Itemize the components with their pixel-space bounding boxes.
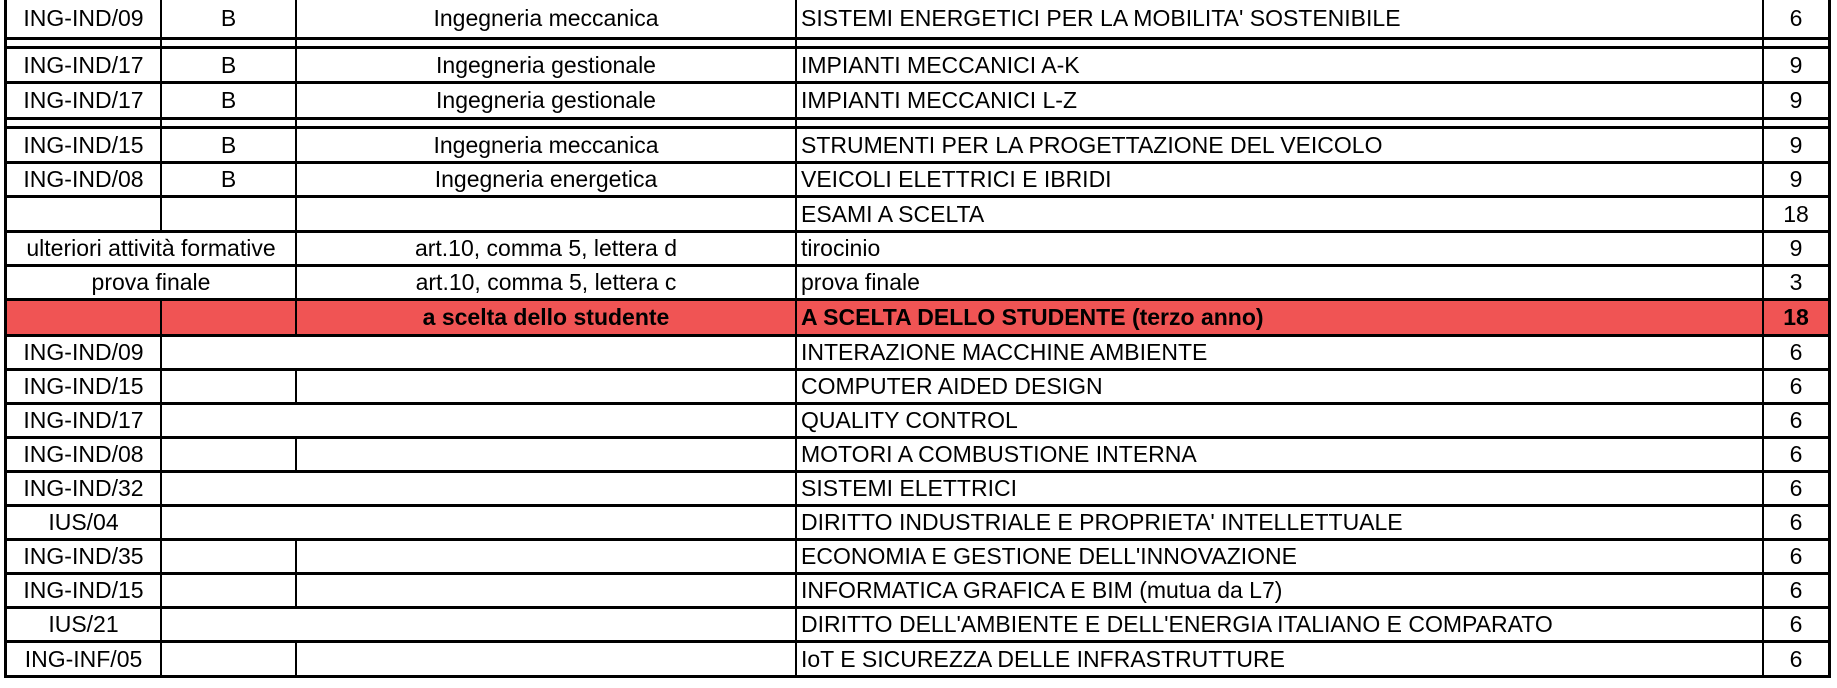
credits-cell: 9	[1789, 166, 1803, 192]
credits-cell: 9	[1789, 235, 1803, 261]
course-cell: VEICOLI ELETTRICI E IBRIDI	[797, 164, 1764, 195]
ssd-cell	[7, 301, 162, 334]
area-cell: Ingegneria energetica	[297, 164, 797, 195]
type-cell	[162, 643, 297, 675]
course-cell: STRUMENTI PER LA PROGETTAZIONE DEL VEICOLO	[797, 129, 1764, 161]
ssd-cell: ING-IND/09	[7, 0, 162, 37]
area-cell	[297, 439, 797, 470]
type-cell: B	[162, 84, 297, 117]
credits-cell: 6	[1789, 611, 1803, 637]
table-row	[4, 84, 1831, 120]
credits-cell: 6	[1789, 441, 1803, 467]
course-cell: IMPIANTI MECCANICI A-K	[797, 49, 1764, 81]
ssd-cell: ING-IND/17	[7, 49, 162, 81]
table-row	[4, 439, 1831, 473]
type-cell	[162, 439, 297, 470]
table-row	[4, 164, 1831, 198]
ssd-cell	[7, 198, 162, 230]
table-row	[4, 337, 1831, 371]
type-cell: B	[162, 0, 297, 37]
table-row	[4, 371, 1831, 405]
type-cell	[162, 609, 797, 640]
area-cell: Ingegneria meccanica	[297, 0, 797, 37]
ssd-cell: ING-IND/08	[7, 439, 162, 470]
table-row	[4, 0, 1831, 40]
activity-type-cell: prova finale	[7, 267, 297, 298]
area-cell	[297, 541, 797, 572]
blank-cell	[162, 473, 797, 504]
ssd-cell: ING-IND/15	[7, 575, 162, 606]
type-cell	[162, 575, 297, 606]
credits-cell: 6	[1789, 373, 1803, 399]
table-row	[4, 643, 1831, 678]
table-row	[4, 541, 1831, 575]
course-cell: SISTEMI ELETTRICI	[797, 473, 1764, 504]
credits-cell: 6	[1789, 339, 1803, 365]
credits-cell: 6	[1789, 509, 1803, 535]
blank-cell	[162, 507, 797, 538]
type-cell: B	[162, 49, 297, 81]
credits-cell: 9	[1789, 87, 1803, 113]
ssd-cell: ING-IND/35	[7, 541, 162, 572]
credits-cell: 18	[1783, 200, 1809, 227]
area-cell: Ingegneria meccanica	[297, 129, 797, 161]
area-cell: a scelta dello studente	[297, 301, 797, 334]
course-cell: ECONOMIA E GESTIONE DELL'INNOVAZIONE	[797, 541, 1764, 572]
credits-cell: 9	[1789, 51, 1803, 78]
course-cell: INTERAZIONE MACCHINE AMBIENTE	[797, 337, 1764, 368]
course-cell: A SCELTA DELLO STUDENTE (terzo anno)	[797, 301, 1764, 334]
type-cell	[162, 198, 297, 230]
credits-cell: 18	[1783, 304, 1809, 330]
type-cell	[162, 371, 297, 402]
course-cell: IMPIANTI MECCANICI L-Z	[797, 84, 1764, 117]
table-row	[4, 198, 1831, 233]
type-cell: B	[162, 164, 297, 195]
course-cell: QUALITY CONTROL	[797, 405, 1764, 436]
ssd-cell: ING-IND/08	[7, 164, 162, 195]
credits-cell: 6	[1789, 5, 1803, 31]
ssd-cell: ING-IND/09	[7, 337, 162, 368]
type-cell: B	[162, 129, 297, 161]
table-row	[4, 473, 1831, 507]
credits-cell: 3	[1789, 269, 1803, 295]
course-cell: INFORMATICA GRAFICA E BIM (mutua da L7)	[797, 575, 1764, 606]
credits-cell: 9	[1789, 131, 1803, 158]
area-cell: Ingegneria gestionale	[297, 84, 797, 117]
credits-cell: 6	[1789, 407, 1803, 433]
area-cell	[297, 575, 797, 606]
area-cell	[297, 643, 797, 675]
blank-cell	[162, 405, 797, 436]
ssd-cell: IUS/21	[7, 609, 162, 640]
table-row	[4, 233, 1831, 267]
credits-cell: 6	[1789, 577, 1803, 603]
ssd-cell: ING-IND/17	[7, 84, 162, 117]
table-row	[4, 126, 1831, 164]
ssd-cell: ING-INF/05	[7, 643, 162, 675]
credits-cell: 6	[1789, 475, 1803, 501]
area-cell: art.10, comma 5, lettera d	[297, 233, 797, 264]
blank-cell	[162, 337, 797, 368]
table-row	[4, 609, 1831, 643]
ssd-cell: ING-IND/17	[7, 405, 162, 436]
elective-header-row	[4, 301, 1831, 337]
ssd-cell: ING-IND/32	[7, 473, 162, 504]
table-row	[4, 575, 1831, 609]
table-row	[4, 46, 1831, 84]
credits-cell: 6	[1789, 645, 1803, 672]
type-cell	[162, 541, 297, 572]
course-cell: DIRITTO DELL'AMBIENTE E DELL'ENERGIA ITALIANO E COMPARATO	[797, 609, 1764, 640]
credits-cell: 6	[1789, 543, 1803, 569]
course-cell: tirocinio	[797, 233, 1764, 264]
area-cell	[297, 198, 797, 230]
course-cell: COMPUTER AIDED DESIGN	[797, 371, 1764, 402]
table-row	[4, 405, 1831, 439]
ssd-cell: IUS/04	[7, 507, 162, 538]
table-row	[4, 267, 1831, 301]
course-cell: ESAMI A SCELTA	[797, 198, 1764, 230]
activity-type-cell: ulteriori attività formative	[7, 233, 297, 264]
course-cell: DIRITTO INDUSTRIALE E PROPRIETA' INTELLETTUALE	[797, 507, 1764, 538]
course-cell: SISTEMI ENERGETICI PER LA MOBILITA' SOSTENIBILE	[797, 0, 1764, 37]
area-cell: Ingegneria gestionale	[297, 49, 797, 81]
area-cell: art.10, comma 5, lettera c	[297, 267, 797, 298]
area-cell	[297, 371, 797, 402]
table-row	[4, 507, 1831, 541]
ssd-cell: ING-IND/15	[7, 129, 162, 161]
course-cell: IoT E SICUREZZA DELLE INFRASTRUTTURE	[797, 643, 1764, 675]
course-cell: prova finale	[797, 267, 1764, 298]
course-cell: MOTORI A COMBUSTIONE INTERNA	[797, 439, 1764, 470]
type-cell	[162, 301, 297, 334]
ssd-cell: ING-IND/15	[7, 371, 162, 402]
